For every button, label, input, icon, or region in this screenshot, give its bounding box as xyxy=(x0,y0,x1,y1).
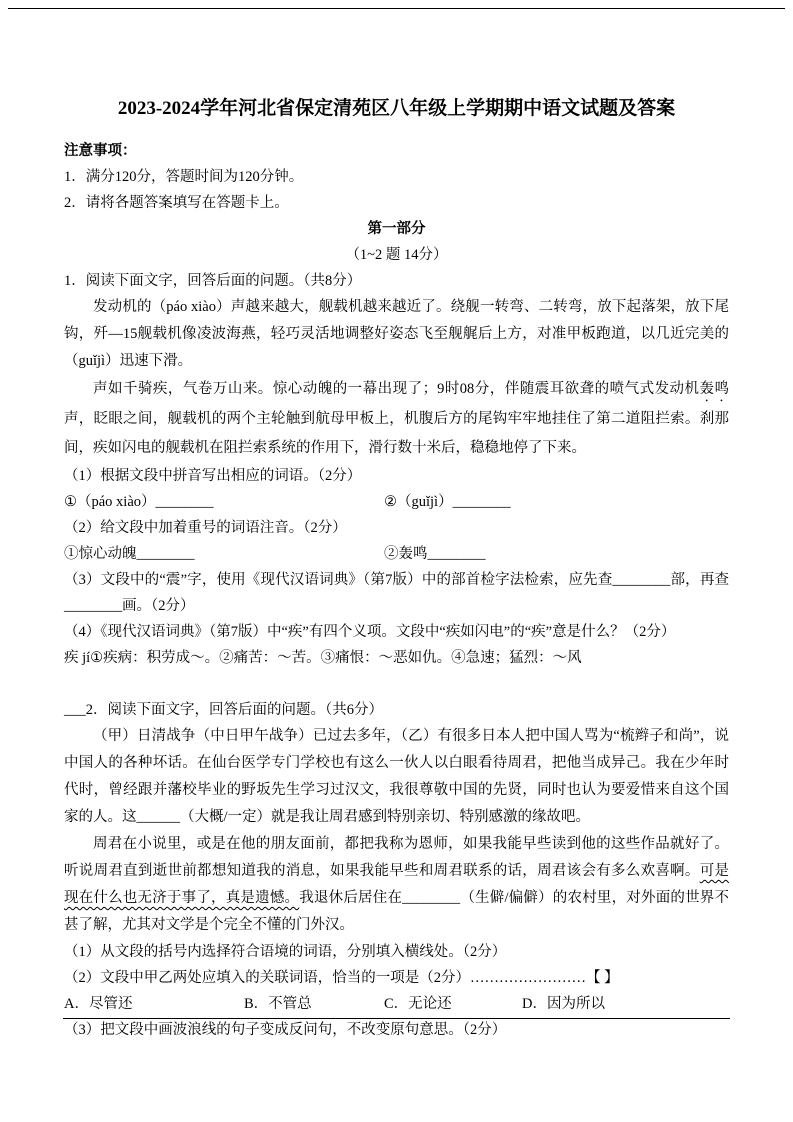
q1-para2-emphasized-word: 轰鸣 xyxy=(699,381,729,397)
option-d: D．因为所以 xyxy=(522,996,605,1012)
q1-para2-segment: 声，眨眼之间，舰载机的两个主轮触到航母甲板上，机腹后方的尾钩牢牢地挂住了第二道阻拦索。刹那间，疾如闪电的舰载机在阻拦索系统的作用下，滑行数十米后，稳稳地停了下来。 xyxy=(64,411,729,456)
q2-para2-segment: 我退休后居住在________（生僻/偏僻）的农村里，对外面的世界不甚了解，尤其对文学是个完全不懂的门外汉。 xyxy=(64,890,730,933)
page-title: 2023-2024学年河北省保定清苑区八年级上学期期中语文试题及答案 xyxy=(117,98,676,119)
notice-item-2: 2．请将各题答案填写在答题卡上。 xyxy=(64,195,289,211)
option-b: B．不管总 xyxy=(244,996,312,1012)
q1-subquestion-1-blanks xyxy=(64,489,729,515)
option-a: A．尽管还 xyxy=(64,996,133,1012)
q1-subquestion-1-label: （1）根据文段中拼音写出相应的词语。（2分） xyxy=(64,468,362,484)
option-c: C．无论还 xyxy=(384,996,452,1012)
q1-subquestion-2-blanks xyxy=(64,541,729,567)
question2-paragraph-2 xyxy=(64,831,729,939)
q1-sub2-blank-2: ②轰鸣________ xyxy=(384,546,486,562)
q1-sub1-blank-1: ①（páo xiào）________ xyxy=(64,494,214,510)
q1-sub1-blank-2: ②（guǐjì）________ xyxy=(384,494,511,510)
q1-subquestion-3: （3）文段中的“震”字，使用《现代汉语词典》（第7版）中的部首检字法检索，应先查________部，再查________画。（2分） xyxy=(64,572,729,614)
q2-subquestion-1: （1）从文段的括号内选择符合语境的词语，分别填入横线处。（2分） xyxy=(64,944,507,960)
notice-heading: 注意事项： xyxy=(64,143,137,159)
q2-subquestion-2-label: （2）文段中甲乙两处应填入的关联词语，恰当的一项是（2分）……………………【 】 xyxy=(64,970,619,986)
q2-subquestion-3: （3）把文段中画波浪线的句子变成反问句，不改变原句意思。（2分） xyxy=(64,1022,507,1038)
q1-subquestion-4-gloss: 疾 jí①疾病：积劳成～。②痛苦：～苦。③痛恨：～恶如仇。④急速；猛烈：～风 xyxy=(64,650,582,666)
question1-intro: 1．阅读下面文字，回答后面的问题。（共8分） xyxy=(64,273,362,289)
bottom-divider xyxy=(63,1018,730,1019)
notice-item-1: 1．满分120分，答题时间为120分钟。 xyxy=(64,169,304,185)
q2-para2-segment: 周君在小说里，或是在他的朋友面前，都把我称为恩师，如果我能早些读到他的这些作品就好了。听说周君直到逝世前都想知道我的消息，如果我能早些和周君联系的话，周君该会有多么欢喜啊。 xyxy=(64,836,729,879)
part1-subheading: （1~2 题 14分） xyxy=(345,247,448,263)
question1-paragraph-1: 发动机的（páo xiào）声越来越大，舰载机越来越近了。绕舰一转弯、二转弯，放下起落架，放下尾钩，歼—15舰载机像凌波海燕，轻巧灵活地调整好姿态飞至舰艉后上方，对准甲板跑道，以几近完美的（guǐjì）迅速下滑。 xyxy=(64,299,729,369)
q1-subquestion-4: （4）《现代汉语词典》（第7版）中“疾”有四个义项。文段中“疾如闪电”的“疾”意是什么？（2分） xyxy=(64,624,676,640)
question2-paragraph-1: （甲）日清战争（中日甲午战争）已过去多年，（乙）有很多日本人把中国人骂为“梳辫子和尚”，说中国人的各种坏话。在仙台医学专门学校也有这么一伙人以白眼看待周君，把他当成异己。我在少年时代时，曾经跟并藩校毕业的野坂先生学习过汉文，我很尊敬中国的先贤，同时也认为要爱惜来自这个国家的人。这______（大概/一定）就是我让周君感到特别亲切、特别感激的缘故吧。 xyxy=(64,728,729,825)
q1-para2-segment: 声如千骑疾，气卷万山来。惊心动魄的一幕出现了；9时08分，伴随震耳欲聋的喷气式发动机 xyxy=(93,381,700,397)
q2-subquestion-2-options xyxy=(64,991,729,1017)
q1-sub2-blank-1: ①惊心动魄________ xyxy=(64,546,195,562)
question2-intro: ___2．阅读下面文字，回答后面的问题。（共6分） xyxy=(64,702,383,718)
q2-para2-wavy-underlined-sentence: 可是现在什么也无济于事了，真是遗憾。 xyxy=(64,863,730,906)
part1-heading: 第一部分 xyxy=(367,221,426,237)
top-divider xyxy=(8,8,785,9)
q1-subquestion-2-label: （2）给文段中加着重号的词语注音。（2分） xyxy=(64,520,347,536)
question1-paragraph-2 xyxy=(64,375,729,463)
